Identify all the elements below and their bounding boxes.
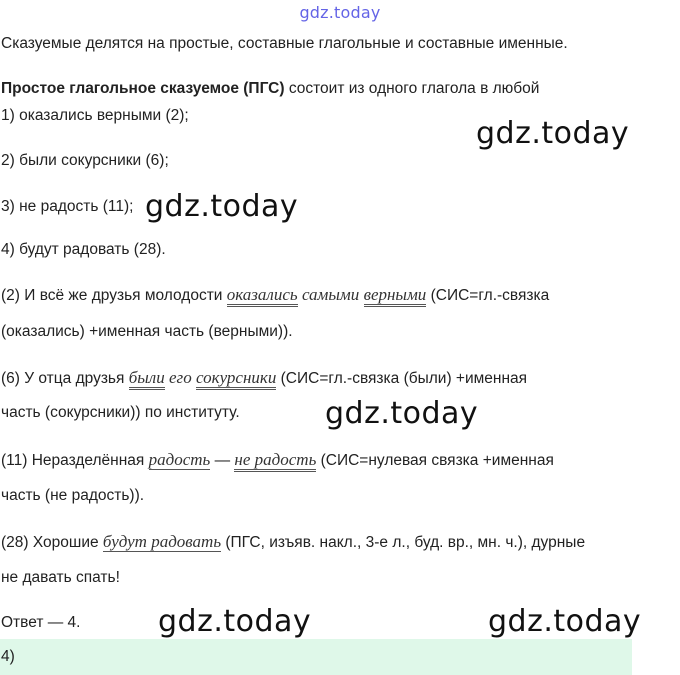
example-text: (СИС=гл.-связка (были) +именная — [276, 370, 528, 387]
example-6-line-1 — [1, 368, 527, 388]
example-6-line-2: часть (сокурсники)) по институту. — [1, 404, 240, 421]
predicate-word: верными — [364, 285, 427, 307]
example-text: (6) У отца друзья — [1, 370, 129, 387]
example-text: (СИС=нулевая связка +именная — [316, 452, 554, 469]
example-2-line-2: (оказались) +именная часть (верными)). — [1, 323, 293, 340]
list-item: 2) были сокурсники (6); — [1, 152, 169, 169]
list-item: 4) будут радовать (28). — [1, 241, 166, 258]
example-text: (11) Неразделённая — [1, 452, 149, 469]
top-watermark: gdz.today — [299, 3, 381, 22]
predicate-word: сокурсники — [196, 368, 276, 390]
predicate-word: не радость — [234, 450, 316, 472]
predicate-word: самыми — [301, 285, 360, 304]
watermark: gdz.today — [476, 116, 630, 151]
answer-text: Ответ — 4. — [1, 614, 81, 631]
predicate-word: его — [169, 368, 192, 387]
example-28-line-1 — [1, 532, 585, 552]
example-text: (ПГС, изъяв. накл., 3-е л., буд. вр., мн. ч.), дурные — [221, 534, 586, 551]
intro-text: Сказуемые делятся на простые, составные глагольные и составные именные. — [1, 35, 568, 52]
predicate-word: оказались — [227, 285, 298, 307]
subject-word: радость — [148, 450, 211, 469]
example-text: (СИС=гл.-связка — [426, 287, 550, 304]
definition-rest: состоит из одного глагола в любой — [284, 80, 540, 97]
list-item: 3) не радость (11); — [1, 198, 134, 215]
answer-highlight — [0, 639, 632, 675]
definition-term: Простое глагольное сказуемое (ПГС) — [1, 80, 285, 97]
predicate-word: будут радовать — [102, 532, 222, 551]
example-11-line-1 — [1, 450, 554, 470]
list-item: 1) оказались верными (2); — [1, 107, 189, 124]
watermark: gdz.today — [488, 604, 642, 639]
watermark: gdz.today — [158, 604, 312, 639]
example-text: (2) И всё же друзья молодости — [1, 287, 227, 304]
example-11-line-2: часть (не радость)). — [1, 487, 145, 504]
definition-text — [1, 80, 539, 98]
dash: — — [210, 452, 235, 469]
predicate-word: были — [129, 368, 165, 390]
example-28-line-2: не давать спать! — [1, 569, 120, 586]
example-text: (28) Хорошие — [1, 534, 103, 551]
watermark: gdz.today — [325, 396, 479, 431]
answer-value: 4) — [1, 648, 15, 665]
watermark: gdz.today — [145, 189, 299, 224]
example-2-line-1 — [1, 285, 549, 305]
